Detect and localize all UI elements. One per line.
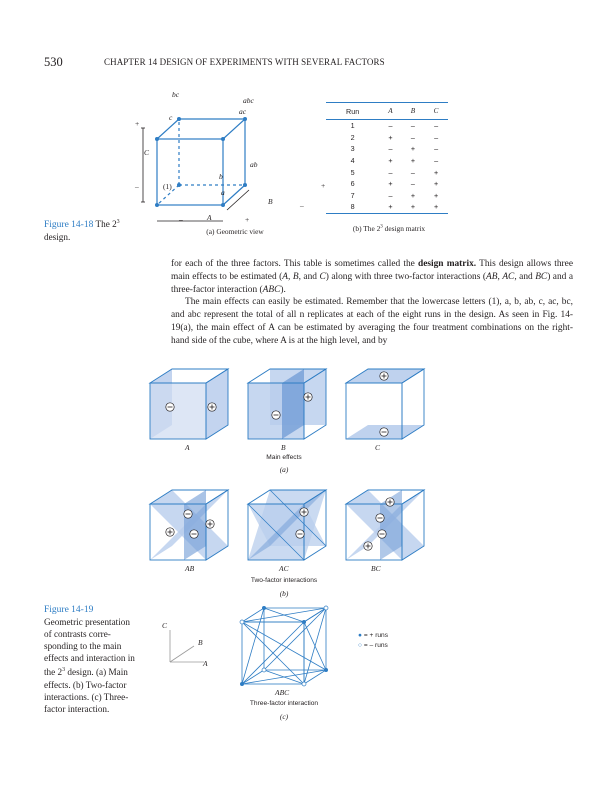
vertex-ab	[243, 183, 247, 187]
main-label-a: A	[185, 443, 190, 452]
label-one: (1)	[163, 182, 172, 191]
a-axis-label: A	[207, 213, 212, 222]
main-label-c: C	[375, 443, 381, 452]
axes-diagram	[160, 618, 220, 674]
label-a: a	[221, 188, 225, 197]
vertex-ac	[221, 137, 225, 141]
table-row: 1 – – –	[350, 121, 439, 131]
table-row: 3 – + –	[350, 144, 439, 154]
legend-plus: ● = + runs	[358, 632, 389, 639]
vertex-c	[155, 137, 159, 141]
legend-minus: ○ = – runs	[358, 642, 388, 649]
axis-b-label: B	[198, 638, 203, 647]
a-plus: +	[245, 215, 250, 224]
c-plus: +	[135, 119, 140, 128]
cube-front-face	[157, 139, 223, 205]
main-effects-cubes	[150, 365, 430, 445]
three-factor-sub: (c)	[279, 712, 289, 721]
b-plus: +	[321, 181, 326, 190]
table-row: 2 + – –	[350, 132, 439, 142]
label-ac: ac	[239, 107, 247, 116]
design-matrix-table	[326, 102, 448, 214]
a-minus: –	[179, 215, 183, 224]
fig-14-18-sub-b: (b) The $2^3$ design matrix	[352, 224, 426, 233]
two-factor-cubes	[150, 486, 430, 566]
table-row: 6 + – +	[350, 179, 439, 189]
cube-edge	[223, 185, 245, 205]
c-axis-label: C	[144, 148, 150, 157]
fig-14-18-sub-a: (a) Geometric view	[206, 227, 264, 236]
page-number: 530	[44, 55, 63, 69]
figure-14-19-caption: Figure 14-19 Geometric presentation of contrasts corresponding to the main effects and interaction in the $2^3$ design. (a) Main effects. (b) Two-factor interactions. (c) Three-factor interaction.	[44, 605, 135, 714]
col-a: A	[379, 103, 401, 120]
table-row: 8 + + +	[326, 201, 448, 213]
table-row: 7 – + +	[350, 190, 439, 200]
label-bc: bc	[172, 90, 180, 99]
open-dot-icon: ○	[358, 642, 362, 649]
col-c: C	[424, 103, 448, 120]
paragraph-2: The main effects can easily be estimated. Remember that the lowercase letters (1), a, b, ab, c, ac, bc, and abc represent the total of all n replicates at each of the eight runs in the design. As seen in Fig. 14-19(a), the main effect of A can be estimated by averaging the four treatment combinations on the right-hand side of the cube, where A is at the high level, and by	[171, 297, 573, 346]
table-row: 5 – – +	[350, 167, 439, 177]
b-axis-label: B	[268, 197, 273, 206]
col-run: Run	[326, 103, 379, 120]
figure-14-18-cube	[135, 82, 326, 242]
b-minus: –	[300, 201, 304, 210]
two-label-bc: BC	[371, 564, 381, 573]
main-label-b: B	[281, 443, 286, 452]
label-ab: ab	[250, 160, 258, 169]
cube-edge	[157, 119, 179, 139]
figure-14-18-caption: Figure 14-18 The $2^3$ design.	[44, 219, 120, 243]
table-row: 4 + + –	[350, 156, 439, 166]
vertex-b	[177, 183, 181, 187]
two-label-ac: AC	[279, 564, 289, 573]
vertex-a	[221, 203, 225, 207]
two-label-ab: AB	[185, 564, 195, 573]
vertex-bc	[177, 117, 181, 121]
axis-a-label: A	[203, 659, 208, 668]
axis-c-label: C	[162, 621, 168, 630]
three-label-abc: ABC	[275, 688, 290, 697]
body-text: for each of the three factors. This table is sometimes called the design matrix. This design allows three main effects to be estimated (A, B, and C) along with three two-factor interactions (AB, AC, and BC) and a three-factor interaction (ABC). The main effects can easily be estimated. Remember that the lowercase letters (1), a, b, ab, c, ac, bc, and abc represent the total of all n replicates at each of the eight runs in the design. As seen in Fig. 14-19(a), the main effect of A can be estimated by averaging the four treatment combinations on the right-hand side of the cube, where A is at the high level, and by	[171, 259, 574, 346]
label-abc: abc	[243, 96, 254, 105]
running-header: CHAPTER 14 DESIGN OF EXPERIMENTS WITH SEVERAL FACTORS	[104, 57, 385, 67]
vertex-abc	[243, 117, 247, 121]
three-factor-cube	[240, 606, 330, 686]
label-b: b	[219, 172, 223, 181]
col-b: B	[402, 103, 424, 120]
two-factor-title: Two-factor interactions	[250, 577, 318, 584]
c-minus: –	[135, 182, 139, 191]
two-factor-sub: (b)	[279, 589, 289, 598]
main-effects-sub: (a)	[279, 465, 289, 474]
label-c: c	[169, 113, 173, 122]
main-effects-title: Main effects	[266, 454, 302, 461]
filled-dot-icon: ●	[358, 632, 362, 639]
vertex-1	[155, 203, 159, 207]
cube-edge	[223, 119, 245, 139]
three-factor-title: Three-factor interaction	[249, 700, 319, 707]
